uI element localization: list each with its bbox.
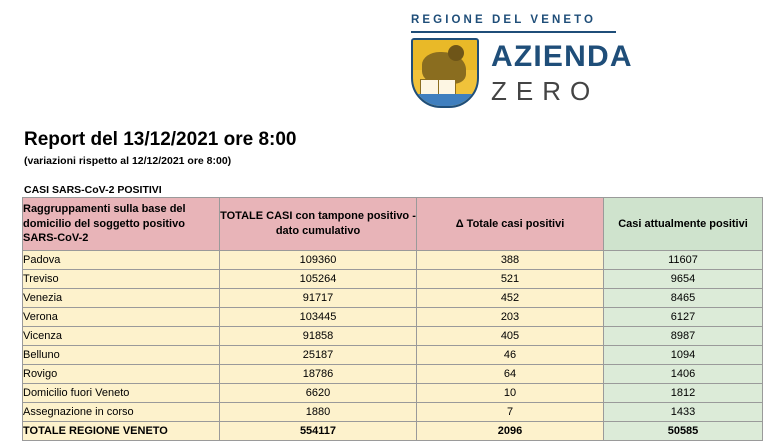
- cell-delta-cases: 10: [417, 384, 604, 403]
- cell-total-cases: 554117: [220, 422, 417, 441]
- logo-name-secondary: ZERO: [491, 76, 600, 106]
- cell-area-name: Padova: [23, 251, 220, 270]
- cell-delta-cases: 64: [417, 365, 604, 384]
- cell-area-name: Verona: [23, 308, 220, 327]
- logo-region-text: REGIONE DEL VENETO: [411, 14, 597, 26]
- table-body: [23, 251, 763, 441]
- section-label: CASI SARS-CoV-2 POSITIVI: [24, 184, 162, 196]
- column-header-total-cases: TOTALE CASI con tampone positivo - dato cumulativo: [220, 198, 417, 251]
- table-row: [23, 251, 763, 270]
- cell-current-cases: 1433: [604, 403, 763, 422]
- cell-current-cases: 8987: [604, 327, 763, 346]
- cell-delta-cases: 521: [417, 270, 604, 289]
- cell-total-cases: 25187: [220, 346, 417, 365]
- cell-delta-cases: 2096: [417, 422, 604, 441]
- cell-delta-cases: 203: [417, 308, 604, 327]
- column-header-current-cases: Casi attualmente positivi: [604, 198, 763, 251]
- cell-total-cases: 18786: [220, 365, 417, 384]
- cell-total-cases: 91717: [220, 289, 417, 308]
- water-icon: [413, 94, 477, 106]
- cell-area-name: TOTALE REGIONE VENETO: [23, 422, 220, 441]
- cell-current-cases: 50585: [604, 422, 763, 441]
- table-row: [23, 270, 763, 289]
- cell-delta-cases: 388: [417, 251, 604, 270]
- cases-table-container: [22, 197, 758, 441]
- cell-total-cases: 105264: [220, 270, 417, 289]
- table-header-row: [23, 198, 763, 251]
- cell-current-cases: 1812: [604, 384, 763, 403]
- cell-total-cases: 6620: [220, 384, 417, 403]
- cell-current-cases: 1094: [604, 346, 763, 365]
- cell-total-cases: 109360: [220, 251, 417, 270]
- cell-area-name: Domicilio fuori Veneto: [23, 384, 220, 403]
- cell-delta-cases: 7: [417, 403, 604, 422]
- cell-delta-cases: 452: [417, 289, 604, 308]
- cell-area-name: Belluno: [23, 346, 220, 365]
- column-header-grouping: Raggruppamenti sulla base del domicilio del soggetto positivo SARS-CoV-2: [23, 198, 220, 251]
- table-row: [23, 327, 763, 346]
- cell-area-name: Assegnazione in corso: [23, 403, 220, 422]
- logo-name-primary: AZIENDA: [491, 40, 633, 73]
- cell-total-cases: 103445: [220, 308, 417, 327]
- cell-delta-cases: 46: [417, 346, 604, 365]
- cell-area-name: Venezia: [23, 289, 220, 308]
- cell-current-cases: 8465: [604, 289, 763, 308]
- table-row: [23, 308, 763, 327]
- table-row: [23, 289, 763, 308]
- veneto-lion-crest-icon: [411, 38, 479, 108]
- table-row: [23, 384, 763, 403]
- table-row: [23, 365, 763, 384]
- cell-current-cases: 1406: [604, 365, 763, 384]
- cell-current-cases: 9654: [604, 270, 763, 289]
- cell-current-cases: 6127: [604, 308, 763, 327]
- table-row: [23, 346, 763, 365]
- cell-area-name: Vicenza: [23, 327, 220, 346]
- logo-divider: [411, 31, 616, 33]
- azienda-zero-logo: [398, 14, 638, 106]
- page-title: Report del 13/12/2021 ore 8:00: [24, 129, 297, 150]
- column-header-delta-cases: Δ Totale casi positivi: [417, 198, 604, 251]
- cell-delta-cases: 405: [417, 327, 604, 346]
- table-row: [23, 403, 763, 422]
- cell-current-cases: 11607: [604, 251, 763, 270]
- cell-total-cases: 1880: [220, 403, 417, 422]
- page-subtitle: (variazioni rispetto al 12/12/2021 ore 8:00): [24, 155, 232, 167]
- cases-table: [22, 197, 763, 441]
- cell-area-name: Rovigo: [23, 365, 220, 384]
- table-header: [23, 198, 763, 251]
- cell-total-cases: 91858: [220, 327, 417, 346]
- table-total-row: [23, 422, 763, 441]
- cell-area-name: Treviso: [23, 270, 220, 289]
